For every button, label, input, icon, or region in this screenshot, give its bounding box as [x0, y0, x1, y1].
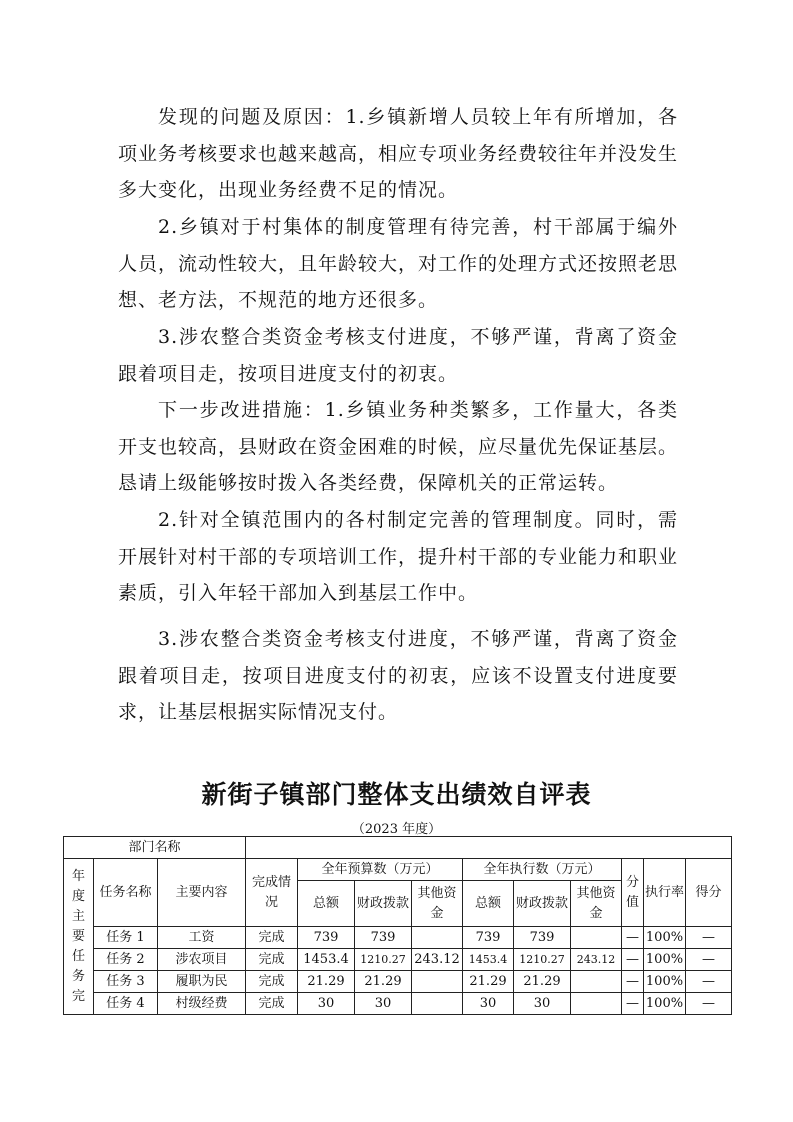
status-cell: 完成 — [246, 927, 298, 949]
budget-total-cell: 30 — [298, 993, 355, 1015]
task-cell: 任务 3 — [94, 971, 158, 993]
task-cell: 任务 4 — [94, 993, 158, 1015]
table-row — [64, 949, 732, 971]
main-content-header: 主要内容 — [158, 859, 246, 927]
budget-other-cell — [412, 971, 463, 993]
exec-other-header: 其他资金 — [571, 881, 622, 927]
score-cell: — — [686, 949, 732, 971]
task-cell: 任务 2 — [94, 949, 158, 971]
exec-other-cell: 243.12 — [571, 949, 622, 971]
completion-header: 完成情况 — [246, 859, 298, 927]
problem-paragraph-2: 2.乡镇对于村集体的制度管理有待完善，村干部属于编外人员，流动性较大，且年龄较大，对工作的处理方式还按照老思想、老方法，不规范的地方还很多。 — [118, 216, 679, 311]
budget-total-cell: 1453.4 — [298, 949, 355, 971]
problem-paragraph-1: 发现的问题及原因：1.乡镇新增人员较上年有所增加，各项业务考核要求也越来越高，相应专项业务经费较往年并没发生多大变化，出现业务经费不足的情况。 — [118, 106, 679, 201]
side-label: 年 度 主 要 任 务 完 — [64, 859, 94, 1015]
table-row — [64, 971, 732, 993]
dept-name-label: 部门名称 — [64, 837, 246, 859]
exec-other-cell — [571, 971, 622, 993]
budget-fiscal-cell: 21.29 — [355, 971, 412, 993]
task-name-header: 任务名称 — [94, 859, 158, 927]
exec-total-header: 总额 — [463, 881, 514, 927]
exec-fiscal-cell: 1210.27 — [514, 949, 571, 971]
score-value-cell: — — [622, 927, 644, 949]
exec-fiscal-cell: 30 — [514, 993, 571, 1015]
problem-paragraph-3: 3.涉农整合类资金考核支付进度，不够严谨，背离了资金跟着项目走，按项目进度支付的初衷。 — [118, 326, 678, 385]
exec-total-cell: 21.29 — [463, 971, 514, 993]
budget-other-cell — [412, 993, 463, 1015]
improvement-paragraph-1: 下一步改进措施：1.乡镇业务种类繁多，工作量大，各类开支也较高，县财政在资金困难的时候，应尽量优先保证基层。恳请上级能够按时拨入各类经费，保障机关的正常运转。 — [118, 399, 679, 494]
dept-name-value — [246, 837, 732, 859]
improvement-paragraph-2: 2.针对全镇范围内的各村制定完善的管理制度。同时，需开展针对村干部的专项培训工作，提升村干部的专业能力和职业素质，引入年轻干部加入到基层工作中。 — [118, 509, 679, 604]
exec-rate-cell: 100% — [644, 993, 686, 1015]
exec-fiscal-cell: 739 — [514, 927, 571, 949]
budget-total-cell: 739 — [298, 927, 355, 949]
content-cell: 履职为民 — [158, 971, 246, 993]
exec-rate-cell: 100% — [644, 927, 686, 949]
budget-other-header: 其他资金 — [412, 881, 463, 927]
score-cell: — — [686, 993, 732, 1015]
exec-fiscal-cell: 21.29 — [514, 971, 571, 993]
status-cell: 完成 — [246, 949, 298, 971]
budget-total-cell: 21.29 — [298, 971, 355, 993]
budget-group-header: 全年预算数（万元） — [298, 859, 463, 881]
performance-table — [63, 836, 732, 1015]
budget-fiscal-header: 财政拨款 — [355, 881, 412, 927]
content-cell: 村级经费 — [158, 993, 246, 1015]
exec-total-cell: 1453.4 — [463, 949, 514, 971]
exec-other-cell — [571, 927, 622, 949]
budget-fiscal-cell: 739 — [355, 927, 412, 949]
status-cell: 完成 — [246, 993, 298, 1015]
budget-total-header: 总额 — [298, 881, 355, 927]
exec-fiscal-header: 财政拨款 — [514, 881, 571, 927]
exec-rate-header: 执行率 — [644, 859, 686, 927]
budget-other-cell: 243.12 — [412, 949, 463, 971]
content-cell: 工资 — [158, 927, 246, 949]
score-cell: — — [686, 927, 732, 949]
header-row-1 — [64, 859, 732, 881]
score-value-cell: — — [622, 993, 644, 1015]
exec-total-cell: 30 — [463, 993, 514, 1015]
budget-fiscal-cell: 1210.27 — [355, 949, 412, 971]
exec-rate-cell: 100% — [644, 971, 686, 993]
score-header: 得分 — [686, 859, 732, 927]
budget-other-cell — [412, 927, 463, 949]
status-cell: 完成 — [246, 971, 298, 993]
table-row — [64, 927, 732, 949]
exec-total-cell: 739 — [463, 927, 514, 949]
improvement-paragraph-3: 3.涉农整合类资金考核支付进度，不够严谨，背离了资金跟着项目走，按项目进度支付的初衷，应该不设置支付进度要求，让基层根据实际情况支付。 — [118, 628, 678, 723]
exec-group-header: 全年执行数（万元） — [463, 859, 622, 881]
budget-fiscal-cell: 30 — [355, 993, 412, 1015]
table-subtitle: （2023 年度） — [351, 822, 442, 837]
score-value-cell: — — [622, 971, 644, 993]
score-cell: — — [686, 971, 732, 993]
exec-other-cell — [571, 993, 622, 1015]
exec-rate-cell: 100% — [644, 949, 686, 971]
dept-name-row — [64, 837, 732, 859]
task-cell: 任务 1 — [94, 927, 158, 949]
score-value-header: 分值 — [622, 859, 644, 927]
content-cell: 涉农项目 — [158, 949, 246, 971]
table-title: 新街子镇部门整体支出绩效自评表 — [201, 780, 592, 809]
score-value-cell: — — [622, 949, 644, 971]
table-row — [64, 993, 732, 1015]
